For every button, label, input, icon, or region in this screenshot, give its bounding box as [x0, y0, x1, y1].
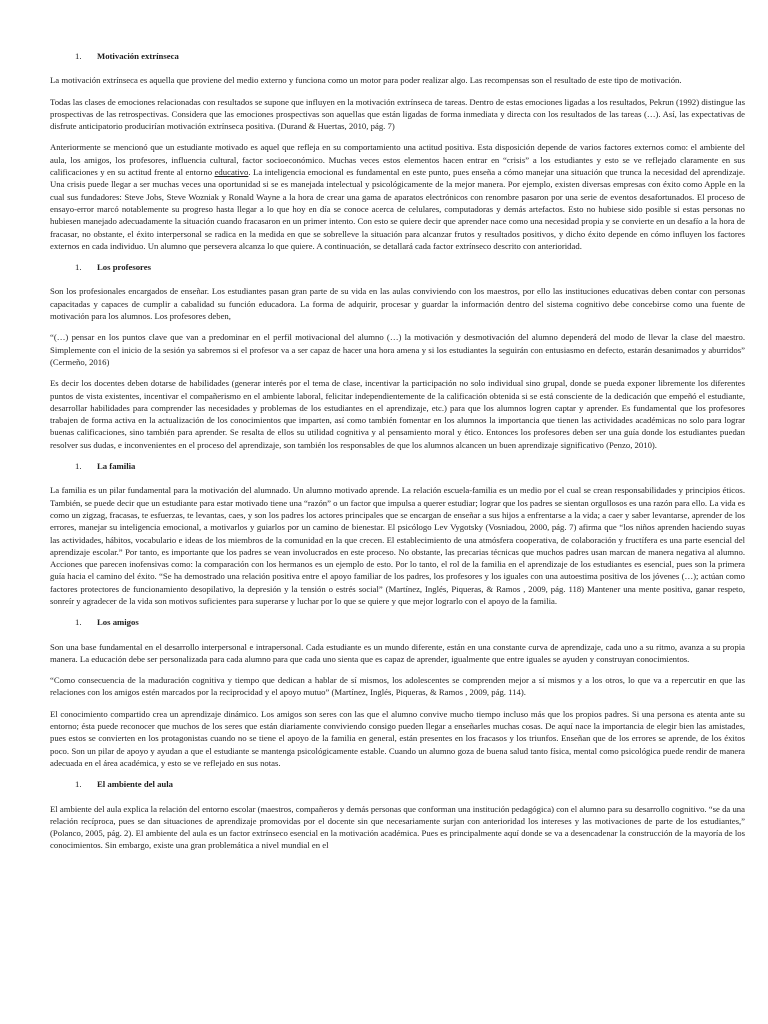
section-heading-los-amigos [50, 616, 745, 628]
paragraph: La familia es un pilar fundamental para la motivación del alumnado. Un alumno motivado aprende. La relación escuela-familia es un medio por el cual se crean responsabilidades y principios éticos. También, se puede decir que un estudiante para estar motivado tiene una “razón” o un factor que impulsa a querer estudiar; lograr que los padres se sientan orgullosos es una razón para ello. La vida es como un zigzag, fracasas, te esfuerzas, te levantas, caes, y son los padres los actores principales que se encargan de enseñar a sus hijos a enfrentarse a la vida; a caer y saber levantarse, aprender de los errores, manejar su inteligencia emocional, a motivarlos y guiarlos por un camino de bienestar. El psicólogo Lev Vygotsky (Vosniadou, 2000, pág. 7) afirma que “los niños aprenden haciendo suyas las actividades, hábitos, vocabulario e ideas de los miembros de la comunidad en la que crecen. El establecimiento de una atmósfera cooperativa, de colaboración y fructífera es una parte esencial del aprendizaje escolar.” Por tanto, es importante que los padres se vean involucrados en este proceso. No obstante, las precarias técnicas que muchos padres usan marcan de manera negativa al alumno. Acciones que parecen inofensivas como: la comparación con los hermanos es un ejemplo de esto. Por lo tanto, el rol de la familia en el aprendizaje de los estudiantes es esencial, pues son la primera guía hacia el camino del éxito. “Se ha demostrado una relación positiva entre el apoyo familiar de los padres, los profesores y los iguales con una autoestima positiva de los jóvenes (…); actúan como factores protectores de funcionamiento desopilativo, la depresión y la tensión o estrés social” (Martínez, Inglés, Piqueras, & Ramos , 2009, pág. 118) Mantener una mente positiva, ganar respeto, sonreír y agradecer de la vida son motivos suficientes para superarse y luchar por lo que se quiere y que mejor lograrlo con el apoyo de la familia. [50, 485, 745, 606]
paragraph-text: Anteriormente se mencionó que un estudiante motivado es aquel que refleja en su comportamiento una actitud positiva. Esta disposición depende de varios factores externos como: el ambiente del aula, los amigos, los profesores, influencia cultural, factor socioeconómico. Muchas veces estos elementos hacen entrar en “crisis” a los estudiantes y esto se ve reflejado claramente en sus calificaciones y en su actitud frente al entorno [50, 142, 745, 178]
section-heading-la-familia [50, 460, 745, 472]
section-number: 1. [75, 51, 82, 61]
section-heading-motivacion-extrinseca [50, 50, 745, 62]
section-number: 1. [75, 779, 82, 790]
section-number: 1. [75, 617, 82, 628]
quote-paragraph: “Como consecuencia de la maduración cognitiva y tiempo que dedican a hablar de sí mismos, los adolescentes se comprenden mejor a sí mismos y a los otros, lo que va a repercutir en que las relaciones con los amigos estén marcados por la reciprocidad y el apoyo mutuo” (Martínez, Inglés, Piqueras, & Ramos , 2009, pág. 114). [50, 675, 745, 698]
section-title: Los amigos [97, 617, 139, 628]
quote-paragraph: “(…) pensar en los puntos clave que van a predominar en el perfil motivacional del alumno (…) la motivación y desmotivación del alumno dependerá del modo de llevar la clase del maestro. Simplemente con el inicio de la sesión ya sabremos si el profesor va a ser capaz de hacer una hora amena y si los estudiantes la seguirán con entusiasmo en defecto, estarán desanimados y aburridos” (Cermeño, 2016) [50, 332, 745, 367]
section-title: El ambiente del aula [97, 779, 174, 790]
section-number: 1. [75, 262, 82, 273]
section-number: 1. [75, 461, 82, 472]
paragraph-text: . La inteligencia emocional es fundamental en este punto, pues enseña a cómo manejar una situación que trunca la necesidad del aprendizaje. Una crisis puede llegar a ser muchas veces una oportunidad si se es manejada intelectual y psicológicamente de la mejor manera. Por ejemplo, existen diversas empresas con éxito como Apple en la cual sus fundadores: Steve Jobs, Steve Wozniak y Ronald Wayne a la hora de crear una gama de aparatos electrónicos con renombre pasaron por una serie de eventos desafortunados. El proceso de ensayo-error marcó notablemente su progreso hasta llegar a lo que hoy en día se conoce acerca de celulares, computadoras y demás artefactos. Esto no hubiese sido posible si estas personas no hubiesen manejado adecuadamente la situación cuando fracasaron en un primer intento. Con esto se quiere decir que aprender nace como una necesidad propia y se convierte en un desafío a la hora de fracasar, no obstante, el éxito interpersonal se radica en la medida en que se sobrelleve la situación para alcanzar frutos y resultados positivos, y dicho éxito depende en cómo influyen los factores externos en cada individuo. Un alumno que persevera alcanza lo que quiere. A continuación, se detallará cada factor extrínseco descrito con anterioridad. [50, 167, 745, 251]
paragraph: Son una base fundamental en el desarrollo interpersonal e intrapersonal. Cada estudiante es un mundo diferente, están en una constante curva de aprendizaje, cada uno a su ritmo, avanza a su propia manera. La educación debe ser personalizada para cada alumno para que cada uno sienta que es capaz de aprender, igualmente que entre iguales se ayuden y construyan conocimientos. [50, 641, 745, 664]
paragraph-with-link [50, 141, 745, 252]
paragraph: Es decir los docentes deben dotarse de habilidades (generar interés por el tema de clase, incentivar la participación no solo individual sino grupal, donde se pueda exponer libremente los diferentes puntos de vista existentes, incentivar el compañerismo en el ambiente laboral, felicitar independientemente de la calificación obtenida si se está consciente de la dedicación que empeñó el estudiante, desarrollar habilidades para comprender las necesidades y problemas de los estudiantes en el aprendizaje, etc.) para que los alumnos logren captar y aprender. Es fundamental que los profesores trabajen de forma activa en la actualización de los conocimientos que imparten, así como también fomentar en los alumnos la importancia que tienen las actividades académicas no solo para lograr buenas calificaciones, sino también para aprender. Se resalta de ellos su utilidad cognitiva y al pensamiento moral y ético. Entonces los profesores deben ser una guía donde los estudiantes puedan resolver sus dudas, e inconvenientes en el proceso del aprendizaje, son también los responsables de que los alumnos alcancen un buen aprendizaje significativo (Penzo, 2010). [50, 378, 745, 450]
paragraph: La motivación extrínseca es aquella que proviene del medio externo y funciona como un motor para poder realizar algo. Las recompensas son el resultado de este tipo de motivación. [50, 75, 682, 86]
paragraph: Son los profesionales encargados de enseñar. Los estudiantes pasan gran parte de su vida en las aulas conviviendo con los maestros, por ello las instituciones educativas deben contar con personas capacitadas y capaces de cumplir a cabalidad su función educadora. La forma de adquirir, procesar y guardar la información dentro del sistema cognitivo debe concebirse como una fuente de motivación para los alumnos. Los profesores deben, [50, 286, 745, 322]
paragraph: El ambiente del aula explica la relación del entorno escolar (maestros, compañeros y demás personas que conforman una institución pedagógica) con el alumno para su desarrollo cognitivo. “se da una relación recíproca, pues se dan situaciones de aprendizaje promovidas por el docente sin que necesariamente surjan con anterioridad los intereses y las motivaciones de parte de los estudiantes,” (Polanco, 2005, pág. 2). El ambiente del aula es un factor extrínseco esencial en la motivación académica. Pues es principalmente aquí donde se va a desencadenar la construcción de la mayoría de los conocimientos. Sin embargo, existe una gran problemática a nivel mundial en el [50, 803, 745, 851]
section-title: La familia [97, 461, 136, 472]
section-title: Motivación extrínseca [97, 51, 179, 61]
educativo-link[interactable]: educativo [214, 167, 249, 178]
section-heading-el-ambiente-del-aula [50, 778, 745, 790]
paragraph: El conocimiento compartido crea un aprendizaje dinámico. Los amigos son seres con las que el alumno convive mucho tiempo incluso más que los propios padres. Si una persona es atenta ante su entorno; ésta puede reconocer que muchos de los seres que están diariamente conviviendo consigo pueden llegar a enseñarles muchas cosas. De aquí nace la importancia de elegir bien las amistades, pues estos se convierten en los protagonistas cuando no se tiene el apoyo de la familia en general, están presentes en los fracasos y los triunfos. Enseñan que de los errores se aprende, de los éxitos poco. Son un pilar de apoyo y ayudan a que el estudiante se mantenga psicológicamente estable. Cuando un alumno goza de buena salud tanto física, mental como psicológica puede rendir de manera adecuada en el área académica, y esto se ve reflejado en sus notas. [50, 708, 745, 768]
paragraph: Todas las clases de emociones relacionadas con resultados se supone que influyen en la motivación extrínseca de tareas. Dentro de estas emociones ligadas a los resultados, Pekrun (1992) distingue las prospectivas de las retrospectivas. Considera que las emociones prospectivas son aquellas que están ligadas de forma inmediata y directa con los resultados de las tareas (…). Así, las expectativas de disfrute anticipatorio producirían motivación extrínseca positiva. (Durand & Huertas, 2010, pág. 7) [50, 96, 745, 132]
section-heading-los-profesores [50, 261, 745, 273]
section-title: Los profesores [97, 262, 151, 273]
